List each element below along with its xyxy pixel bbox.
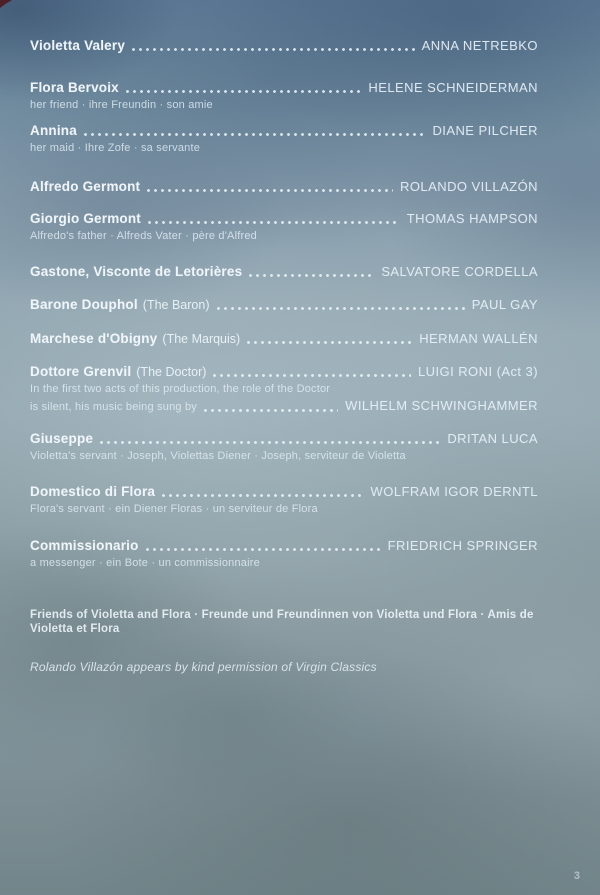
role-description: her friend · ihre Freundin · son amie [30, 99, 213, 111]
dot-leader [217, 307, 465, 310]
cast-row-dottore [30, 364, 538, 415]
dot-leader [126, 90, 361, 93]
dot-leader [84, 133, 426, 136]
role-name: Giorgio Germont [30, 211, 141, 226]
role-name: Giuseppe [30, 431, 94, 446]
role-name: Barone Douphol [30, 297, 138, 312]
role-name: Flora Bervoix [30, 80, 119, 95]
cast-row-commissionario [30, 538, 538, 570]
artist-name: ANNA NETREBKO [421, 38, 538, 53]
production-note-line2: is silent, his music being sung by [30, 401, 197, 413]
artist-name: DRITAN LUCA [447, 431, 538, 446]
artist-name: DIANE PILCHER [432, 123, 538, 138]
role-description: Flora's servant · ein Diener Floras · un serviteur de Flora [30, 503, 318, 515]
artist-name: THOMAS HAMPSON [406, 211, 538, 226]
production-note-line1: In the first two acts of this production, the role of the Doctor [30, 383, 331, 395]
dot-leader [204, 409, 338, 412]
cast-row-giuseppe [30, 431, 538, 463]
role-description: her maid · Ihre Zofe · sa servante [30, 142, 201, 154]
dot-leader [146, 548, 381, 551]
dot-leader [100, 441, 440, 444]
dot-leader [213, 374, 411, 377]
cast-row-alfredo [30, 179, 538, 195]
role-name: Domestico di Flora [30, 484, 156, 499]
dot-leader [162, 494, 363, 497]
role-description: a messenger · ein Bote · un commissionnaire [30, 557, 260, 569]
role-name: Annina [30, 123, 77, 138]
artist-name: SALVATORE CORDELLA [381, 264, 538, 279]
role-name: Commissionario [30, 538, 139, 553]
ensemble-credit: Friends of Violetta and Flora · Freunde und Freundinnen von Violetta und Flora · Amis de Violetta et Flora [30, 609, 534, 635]
role-description: Alfredo's father · Alfreds Vater · père d'Alfred [30, 230, 257, 242]
cast-row-annina [30, 123, 538, 155]
cast-row-flora [30, 80, 538, 112]
page-number: 3 [573, 870, 580, 882]
artist-name: LUIGI RONI (Act 3) [417, 364, 538, 379]
artist-name: HELENE SCHNEIDERMAN [368, 80, 538, 95]
cast-row-giorgio [30, 211, 538, 243]
artist-name: FRIEDRICH SPRINGER [387, 538, 538, 553]
dot-leader [132, 48, 415, 51]
role-name: Violetta Valery [30, 38, 126, 53]
role-description: Violetta's servant · Joseph, Violettas Diener · Joseph, serviteur de Violetta [30, 450, 406, 462]
role-translation: (The Doctor) [136, 365, 207, 379]
cast-row-violetta [30, 38, 538, 54]
dot-leader [147, 189, 393, 192]
artist-name: PAUL GAY [471, 297, 538, 312]
cast-row-gastone [30, 264, 538, 280]
cast-row-barone [30, 297, 538, 313]
artist-name: WILHELM SCHWINGHAMMER [345, 398, 538, 413]
dot-leader [148, 221, 400, 224]
role-translation: (The Baron) [142, 298, 210, 312]
dot-leader [247, 341, 412, 344]
artist-name: ROLANDO VILLAZÓN [400, 179, 538, 194]
role-name: Dottore Grenvil [30, 364, 132, 379]
dot-leader [249, 274, 374, 277]
role-name: Marchese d'Obigny [30, 331, 158, 346]
cast-row-domestico [30, 484, 538, 516]
role-name: Alfredo Germont [30, 179, 141, 194]
role-translation: (The Marquis) [162, 332, 241, 346]
role-name: Gastone, Visconte de Letorières [30, 264, 243, 279]
artist-name: WOLFRAM IGOR DERNTL [370, 484, 538, 499]
artist-name: HERMAN WALLÉN [419, 331, 538, 346]
permission-credit: Rolando Villazón appears by kind permission of Virgin Classics [30, 660, 377, 674]
cast-row-marchese [30, 331, 538, 347]
